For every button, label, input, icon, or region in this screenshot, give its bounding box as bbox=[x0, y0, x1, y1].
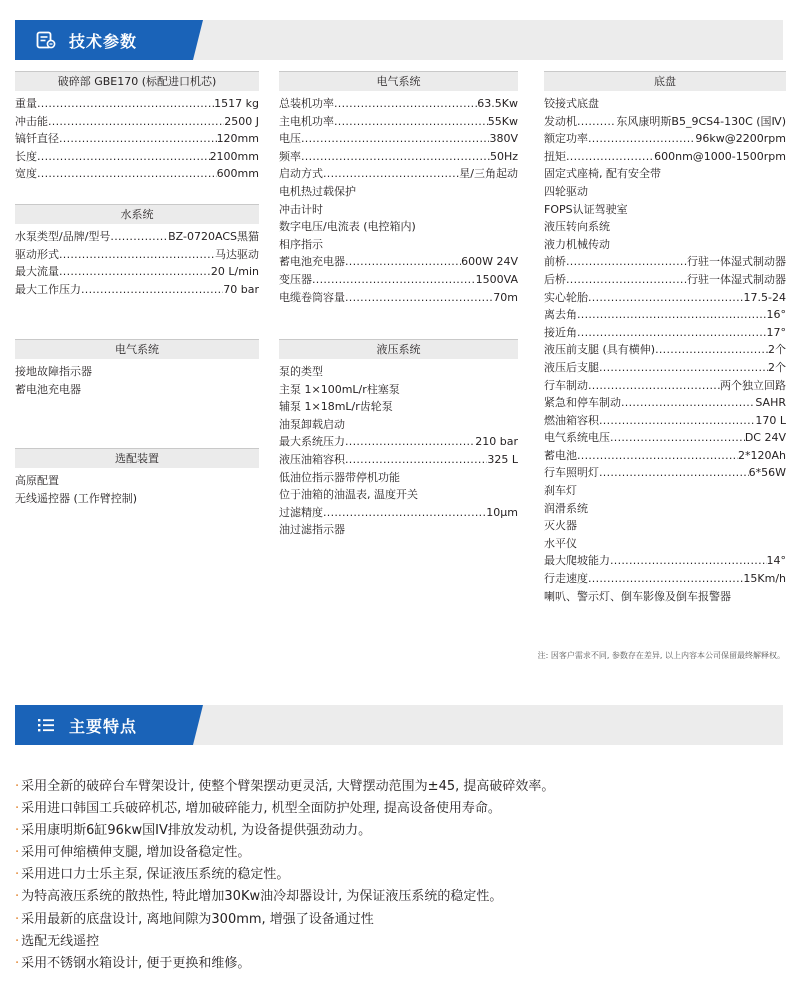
bullet-icon: · bbox=[15, 801, 20, 817]
spec-label: 数字电压/电流表 (电控箱内) bbox=[279, 220, 416, 234]
spec-label: 辅泵 1×18mL/r齿轮泵 bbox=[279, 400, 393, 414]
spec-value: 2*120Ah bbox=[738, 448, 786, 462]
spec-label: 冲击能 bbox=[15, 114, 48, 128]
feature-text: 采用进口韩国工兵破碎机芯, 增加破碎能力, 机型全面防护处理, 提高设备使用寿命。 bbox=[21, 801, 501, 817]
spec-label: 重量 bbox=[15, 97, 37, 110]
spec-row bbox=[279, 416, 518, 434]
block-title: 液压系统 bbox=[279, 339, 518, 359]
spec-label: 电缆卷筒容量 bbox=[279, 290, 345, 304]
spec-label: 最大爬坡能力 bbox=[544, 554, 610, 568]
spec-row bbox=[15, 228, 259, 246]
spec-label: 液压油箱容积 bbox=[279, 452, 345, 466]
leader-dots bbox=[345, 433, 475, 451]
tech-spec-header bbox=[15, 20, 783, 60]
spec-value: DC 24V bbox=[744, 431, 786, 445]
spec-label: 行车制动 bbox=[544, 378, 588, 392]
leader-dots bbox=[588, 289, 744, 307]
spec-label: 蓄电池充电器 bbox=[279, 255, 345, 269]
leader-dots bbox=[599, 359, 768, 377]
spec-value: 2个 bbox=[768, 343, 786, 357]
spec-value: 1517 kg bbox=[214, 97, 259, 110]
hydraulic-block bbox=[279, 339, 518, 539]
electric-left-block bbox=[15, 339, 259, 398]
spec-value: 600mm bbox=[216, 167, 259, 181]
spec-row bbox=[279, 165, 518, 183]
spec-value: 16° bbox=[766, 308, 786, 322]
spec-row bbox=[544, 377, 786, 395]
spec-label: 液压前支腿 (具有横伸) bbox=[544, 343, 656, 357]
spec-value: 96kw@2200rpm bbox=[695, 132, 786, 146]
spec-label: 润滑系统 bbox=[544, 501, 588, 515]
spec-value: 2个 bbox=[768, 360, 786, 374]
spec-row bbox=[544, 130, 786, 148]
feature-item bbox=[15, 842, 785, 864]
spec-label: 油过滤指示器 bbox=[279, 523, 345, 537]
spec-row bbox=[544, 113, 786, 131]
options-block bbox=[15, 448, 259, 507]
spec-row bbox=[15, 490, 259, 508]
spec-label: 蓄电池充电器 bbox=[15, 382, 81, 396]
leader-dots bbox=[588, 130, 695, 148]
spec-label: 变压器 bbox=[279, 272, 312, 286]
feature-item bbox=[15, 886, 785, 908]
spec-value: 14° bbox=[766, 554, 786, 568]
feature-item bbox=[15, 798, 785, 820]
spec-row bbox=[279, 148, 518, 166]
section-title: 技术参数 bbox=[69, 31, 138, 51]
spec-label: 无线遥控器 (工作臂控制) bbox=[15, 491, 138, 505]
spec-row bbox=[544, 570, 786, 588]
leader-dots bbox=[37, 95, 214, 113]
column-right bbox=[544, 71, 786, 605]
spec-label: 喇叭、警示灯、倒车影像及倒车报警器 bbox=[544, 589, 731, 603]
feature-item bbox=[15, 776, 785, 798]
spec-value: 55Kw bbox=[487, 114, 518, 128]
spec-value: 1500VA bbox=[475, 272, 518, 286]
spec-label: 四轮驱动 bbox=[544, 184, 588, 198]
leader-dots bbox=[37, 165, 217, 183]
spec-row bbox=[544, 271, 786, 289]
spec-value: SAHR bbox=[755, 396, 786, 410]
spec-label: 频率 bbox=[279, 149, 301, 163]
spec-value: 70 bar bbox=[223, 282, 259, 296]
leader-dots bbox=[59, 130, 217, 148]
bullet-icon: · bbox=[15, 845, 20, 861]
spec-label: 铰接式底盘 bbox=[544, 97, 599, 110]
block-title: 水系统 bbox=[15, 204, 259, 224]
spec-value: BZ-0720ACS黑猫 bbox=[168, 230, 259, 243]
spec-value: 17° bbox=[766, 325, 786, 339]
feature-text: 选配无线遥控 bbox=[21, 933, 100, 949]
spec-value: 20 L/min bbox=[210, 265, 259, 279]
spec-label: 前桥 bbox=[544, 255, 566, 269]
leader-dots bbox=[566, 253, 687, 271]
spec-label: 高原配置 bbox=[15, 474, 59, 487]
leader-dots bbox=[81, 281, 223, 299]
spec-row bbox=[544, 394, 786, 412]
spec-row bbox=[544, 183, 786, 201]
bullet-icon: · bbox=[15, 955, 20, 971]
leader-dots bbox=[621, 394, 755, 412]
spec-value: 210 bar bbox=[475, 435, 518, 449]
feature-text: 采用可伸缩横伸支腿, 增加设备稳定性。 bbox=[21, 845, 251, 861]
spec-value: 马达驱动 bbox=[215, 247, 259, 261]
spec-label: 后桥 bbox=[544, 272, 566, 286]
spec-row bbox=[279, 253, 518, 271]
spec-row bbox=[279, 381, 518, 399]
spec-label: 电气系统电压 bbox=[544, 431, 610, 445]
spec-label: 接地故障指示器 bbox=[15, 365, 92, 378]
spec-value: 63.5Kw bbox=[477, 97, 518, 110]
block-title: 破碎部 GBE170 (标配进口机芯) bbox=[15, 71, 259, 91]
spec-value: 325 L bbox=[487, 452, 518, 466]
spec-row bbox=[279, 113, 518, 131]
spec-row bbox=[15, 113, 259, 131]
chassis-block bbox=[544, 71, 786, 605]
spec-value: 17.5-24 bbox=[743, 290, 786, 304]
spec-row bbox=[544, 412, 786, 430]
leader-dots bbox=[345, 289, 493, 307]
spec-row bbox=[544, 464, 786, 482]
spec-label: 启动方式 bbox=[279, 167, 323, 181]
spec-label: 实心轮胎 bbox=[544, 290, 588, 304]
spec-row bbox=[15, 281, 259, 299]
spec-row bbox=[279, 95, 518, 113]
water-block bbox=[15, 204, 259, 298]
leader-dots bbox=[59, 263, 211, 281]
leader-dots bbox=[334, 95, 477, 113]
spec-label: 水泵类型/品牌/型号 bbox=[15, 230, 111, 243]
spec-label: 燃油箱容积 bbox=[544, 413, 599, 427]
leader-dots bbox=[566, 148, 654, 166]
spec-value: 星/三角起动 bbox=[459, 167, 518, 181]
spec-label: 行车照明灯 bbox=[544, 466, 599, 480]
leader-dots bbox=[345, 451, 487, 469]
feature-item bbox=[15, 864, 785, 886]
column-middle bbox=[279, 71, 518, 537]
spec-label: 低油位指示器带停机功能 bbox=[279, 470, 400, 484]
spec-label: 冲击计时 bbox=[279, 202, 323, 216]
spec-label: 刹车灯 bbox=[544, 484, 577, 498]
features-tab bbox=[15, 705, 193, 745]
spec-label: 宽度 bbox=[15, 167, 37, 181]
leader-dots bbox=[334, 113, 488, 131]
breaker-block bbox=[15, 71, 259, 183]
spec-label: 离去角 bbox=[544, 308, 577, 322]
spec-label: 电机热过载保护 bbox=[279, 184, 356, 198]
feature-text: 为特高液压系统的散热性, 特此增加30Kw油冷却器设计, 为保证液压系统的稳定性。 bbox=[21, 889, 503, 905]
bullet-icon: · bbox=[15, 889, 20, 905]
spec-row bbox=[15, 130, 259, 148]
spec-row bbox=[279, 433, 518, 451]
leader-dots bbox=[599, 464, 749, 482]
spec-row bbox=[279, 363, 518, 381]
leader-dots bbox=[566, 271, 687, 289]
spec-row bbox=[544, 201, 786, 219]
spec-row bbox=[544, 218, 786, 236]
leader-dots bbox=[110, 228, 168, 246]
leader-dots bbox=[577, 447, 738, 465]
spec-row bbox=[15, 381, 259, 399]
spec-value: 50Hz bbox=[489, 149, 518, 163]
spec-row bbox=[279, 201, 518, 219]
spec-row bbox=[15, 363, 259, 381]
block-title: 电气系统 bbox=[15, 339, 259, 359]
spec-row bbox=[544, 289, 786, 307]
spec-row bbox=[544, 500, 786, 518]
leader-dots bbox=[655, 341, 768, 359]
bullet-icon: · bbox=[15, 823, 20, 839]
spec-value: 600W 24V bbox=[461, 255, 518, 269]
spec-label: 行走速度 bbox=[544, 572, 588, 586]
spec-label: 最大系统压力 bbox=[279, 435, 345, 449]
spec-label: 长度 bbox=[15, 149, 37, 163]
list-icon bbox=[35, 714, 57, 736]
spec-label: 位于油箱的油温表, 温度开关 bbox=[279, 488, 418, 502]
leader-dots bbox=[48, 113, 224, 131]
leader-dots bbox=[599, 412, 755, 430]
features-list bbox=[15, 776, 785, 975]
features-header bbox=[15, 705, 783, 745]
spec-value: 120mm bbox=[216, 132, 259, 146]
spec-row bbox=[279, 271, 518, 289]
spec-row bbox=[279, 469, 518, 487]
spec-row bbox=[279, 289, 518, 307]
spec-row bbox=[544, 306, 786, 324]
feature-item bbox=[15, 820, 785, 842]
spec-row bbox=[544, 148, 786, 166]
spec-label: 总装机功率 bbox=[279, 97, 334, 110]
spec-value: 600nm@1000-1500rpm bbox=[654, 149, 786, 163]
leader-dots bbox=[345, 253, 461, 271]
spec-value: 380V bbox=[489, 132, 518, 146]
spec-row bbox=[15, 148, 259, 166]
spec-row bbox=[279, 130, 518, 148]
spec-value: 行驻一体湿式制动器 bbox=[687, 255, 786, 269]
spec-row bbox=[544, 253, 786, 271]
spec-label: 扭矩 bbox=[544, 149, 566, 163]
feature-item bbox=[15, 931, 785, 953]
leader-dots bbox=[59, 246, 215, 264]
spec-value: 170 L bbox=[755, 413, 786, 427]
block-title: 电气系统 bbox=[279, 71, 518, 91]
spec-row bbox=[544, 517, 786, 535]
section-title: 主要特点 bbox=[69, 716, 138, 736]
electric-mid-block bbox=[279, 71, 518, 306]
spec-row bbox=[544, 324, 786, 342]
spec-row bbox=[544, 359, 786, 377]
spec-label: 主泵 1×100mL/r柱塞泵 bbox=[279, 382, 400, 396]
spec-label: 发动机 bbox=[544, 114, 577, 128]
spec-label: 液压后支腿 bbox=[544, 360, 599, 374]
spec-label: 电压 bbox=[279, 132, 301, 146]
spec-value: 15Km/h bbox=[743, 572, 786, 586]
leader-dots bbox=[37, 148, 210, 166]
leader-dots bbox=[312, 271, 476, 289]
spec-label: 液力机械传动 bbox=[544, 237, 610, 251]
feature-text: 采用全新的破碎台车臂架设计, 使整个臂架摆动更灵活, 大臂摆动范围为±45, 提高破碎效率。 bbox=[21, 779, 555, 794]
spec-label: 最大工作压力 bbox=[15, 282, 81, 296]
spec-value: 2500 J bbox=[224, 114, 259, 128]
spec-label: 主电机功率 bbox=[279, 114, 334, 128]
spec-row bbox=[279, 486, 518, 504]
spec-row bbox=[279, 521, 518, 539]
spec-row bbox=[279, 504, 518, 522]
spec-label: 过滤精度 bbox=[279, 505, 323, 519]
spec-row bbox=[15, 246, 259, 264]
spec-label: 最大流量 bbox=[15, 265, 59, 279]
spec-row bbox=[544, 95, 786, 113]
leader-dots bbox=[610, 552, 767, 570]
spec-row bbox=[544, 535, 786, 553]
spec-value: 70m bbox=[493, 290, 518, 304]
leader-dots bbox=[610, 429, 745, 447]
leader-dots bbox=[323, 504, 486, 522]
spec-label: 蓄电池 bbox=[544, 448, 577, 462]
spec-value: 10μm bbox=[486, 505, 518, 519]
block-title: 选配装置 bbox=[15, 448, 259, 468]
leader-dots bbox=[301, 130, 489, 148]
spec-label: 紧急和停车制动 bbox=[544, 396, 621, 410]
leader-dots bbox=[323, 165, 459, 183]
spec-row bbox=[544, 552, 786, 570]
feature-item bbox=[15, 909, 785, 931]
spec-value: 东风康明斯B5_9CS4-130C (国Ⅳ) bbox=[616, 114, 786, 128]
spec-row bbox=[544, 341, 786, 359]
spec-row bbox=[544, 482, 786, 500]
leader-dots bbox=[301, 148, 490, 166]
spec-row bbox=[544, 236, 786, 254]
spec-row bbox=[544, 447, 786, 465]
spec-label: 灭火器 bbox=[544, 519, 577, 533]
spec-row bbox=[544, 429, 786, 447]
spec-row bbox=[279, 451, 518, 469]
spec-value: 两个独立回路 bbox=[720, 378, 786, 392]
spec-sheet-icon bbox=[35, 29, 57, 51]
feature-text: 采用进口力士乐主泵, 保证液压系统的稳定性。 bbox=[21, 867, 290, 883]
spec-row bbox=[544, 165, 786, 183]
leader-dots bbox=[577, 306, 767, 324]
spec-label: 镐钎直径 bbox=[15, 132, 59, 146]
spec-label: 相序指示 bbox=[279, 237, 323, 251]
disclaimer-note: 注: 因客户需求不同, 参数存在差异, 以上内容本公司保留最终解释权。 bbox=[537, 651, 785, 660]
spec-label: FOPS认证驾驶室 bbox=[544, 202, 628, 216]
spec-label: 泵的类型 bbox=[279, 365, 323, 378]
spec-row bbox=[544, 588, 786, 606]
spec-row bbox=[15, 165, 259, 183]
spec-row bbox=[15, 263, 259, 281]
bullet-icon: · bbox=[15, 867, 20, 883]
spec-row bbox=[15, 95, 259, 113]
block-title: 底盘 bbox=[544, 71, 786, 91]
bullet-icon: · bbox=[15, 911, 20, 927]
spec-label: 油泵卸载启动 bbox=[279, 417, 345, 431]
leader-dots bbox=[577, 324, 767, 342]
spec-label: 固定式座椅, 配有安全带 bbox=[544, 167, 661, 181]
feature-text: 采用康明斯6缸96kw国IV排放发动机, 为设备提供强劲动力。 bbox=[21, 823, 372, 839]
spec-value: 行驻一体湿式制动器 bbox=[687, 272, 786, 286]
spec-label: 接近角 bbox=[544, 325, 577, 339]
spec-row bbox=[279, 218, 518, 236]
bullet-icon: · bbox=[15, 933, 20, 949]
spec-label: 额定功率 bbox=[544, 132, 588, 146]
spec-row bbox=[279, 183, 518, 201]
feature-text: 采用不锈钢水箱设计, 便于更换和维修。 bbox=[21, 955, 251, 971]
spec-label: 水平仪 bbox=[544, 536, 577, 550]
tech-spec-tab bbox=[15, 20, 193, 60]
leader-dots bbox=[588, 377, 720, 395]
column-left bbox=[15, 71, 259, 505]
spec-label: 驱动形式 bbox=[15, 247, 59, 261]
spec-row bbox=[15, 472, 259, 490]
spec-row bbox=[279, 398, 518, 416]
feature-item bbox=[15, 953, 785, 975]
spec-row bbox=[279, 236, 518, 254]
feature-text: 采用最新的底盘设计, 离地间隙为300mm, 增强了设备通过性 bbox=[21, 911, 374, 927]
leader-dots bbox=[577, 113, 616, 131]
leader-dots bbox=[588, 570, 743, 588]
spec-label: 液压转向系统 bbox=[544, 220, 610, 234]
spec-value: 2100mm bbox=[209, 149, 259, 163]
spec-value: 6*56W bbox=[748, 466, 786, 480]
bullet-icon: · bbox=[15, 779, 20, 794]
